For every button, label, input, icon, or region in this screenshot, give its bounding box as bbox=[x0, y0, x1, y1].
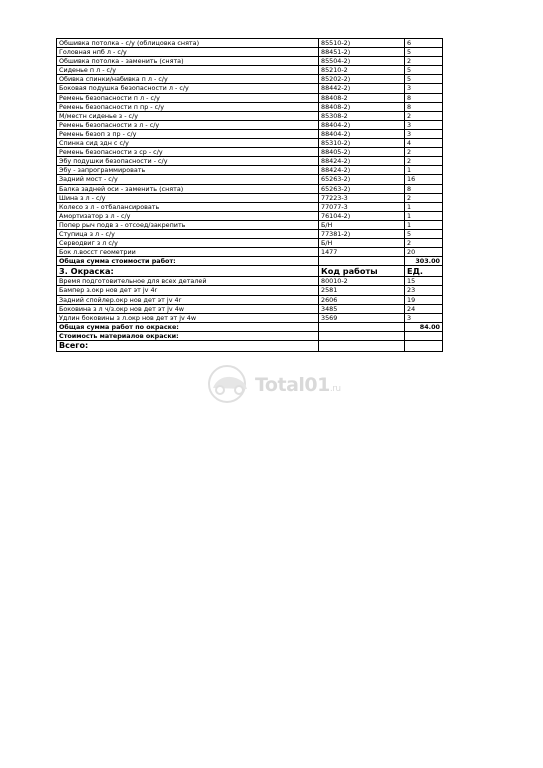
part-code: 88424-2) bbox=[319, 166, 405, 175]
part-name: Спинка сид здн с с/у bbox=[57, 139, 319, 148]
paint-code: 2606 bbox=[319, 295, 405, 304]
part-code: 85504-2) bbox=[319, 57, 405, 66]
grand-total-value bbox=[405, 341, 443, 352]
estimate-table bbox=[56, 38, 443, 352]
part-code: 85310-2) bbox=[319, 139, 405, 148]
part-row bbox=[57, 148, 443, 157]
paint-qty: 23 bbox=[405, 286, 443, 295]
works-total-label: Общая сумма стоимости работ: bbox=[57, 257, 319, 266]
part-name: Обшивка потолка - с/у (облицовка снята) bbox=[57, 39, 319, 48]
paint-row bbox=[57, 295, 443, 304]
part-row bbox=[57, 139, 443, 148]
paint-total-row bbox=[57, 322, 443, 331]
paint-name: Боковина з л ч/з.окр нов дет эт jv 4w bbox=[57, 304, 319, 313]
paint-code: 80010-2 bbox=[319, 277, 405, 286]
paint-materials-row bbox=[57, 331, 443, 340]
part-row bbox=[57, 175, 443, 184]
watermark-text bbox=[255, 374, 341, 396]
paint-materials-label: Стоимость материалов окраски: bbox=[57, 331, 319, 340]
paint-qty: 15 bbox=[405, 277, 443, 286]
paint-name: Удлин боковины з л.окр нов дет эт jv 4w bbox=[57, 313, 319, 322]
part-qty: 20 bbox=[405, 248, 443, 257]
paint-header-row bbox=[57, 266, 443, 277]
part-name: Попер рыч подв з - отсоед/закрепить bbox=[57, 220, 319, 229]
paint-materials-value bbox=[405, 331, 443, 340]
paint-row bbox=[57, 277, 443, 286]
part-code: Б/Н bbox=[319, 220, 405, 229]
part-row bbox=[57, 202, 443, 211]
part-qty: 1 bbox=[405, 202, 443, 211]
part-name: Обшивка потолка - заменить (снята) bbox=[57, 57, 319, 66]
part-qty: 3 bbox=[405, 120, 443, 129]
part-code: 65263-2) bbox=[319, 175, 405, 184]
paint-name: Время подготовительное для всех деталей bbox=[57, 277, 319, 286]
parts-section bbox=[57, 39, 443, 257]
paint-qty-header: ЕД. bbox=[405, 266, 443, 277]
part-code: 88405-2) bbox=[319, 148, 405, 157]
works-total-row bbox=[57, 257, 443, 266]
part-row bbox=[57, 129, 443, 138]
part-code: 88442-2) bbox=[319, 84, 405, 93]
site-watermark bbox=[205, 362, 380, 406]
part-code: 85510-2) bbox=[319, 39, 405, 48]
part-row bbox=[57, 211, 443, 220]
part-name: Серводвиг з л с/у bbox=[57, 239, 319, 248]
part-code: 85308-2 bbox=[319, 111, 405, 120]
part-name: Обивка спинки/набивка п л - с/у bbox=[57, 75, 319, 84]
paint-name: Бампер з.окр нов дет эт jv 4r bbox=[57, 286, 319, 295]
part-qty: 1 bbox=[405, 220, 443, 229]
part-row bbox=[57, 75, 443, 84]
part-code: 88408-2 bbox=[319, 93, 405, 102]
part-name: Ремень безопасности п пр - с/у bbox=[57, 102, 319, 111]
paint-row bbox=[57, 313, 443, 322]
part-qty: 8 bbox=[405, 184, 443, 193]
watermark-brand: Total01 bbox=[255, 374, 330, 396]
part-code: 88404-2) bbox=[319, 129, 405, 138]
grand-total-blank bbox=[319, 341, 405, 352]
part-code: 88451-2) bbox=[319, 48, 405, 57]
part-code: Б/Н bbox=[319, 239, 405, 248]
paint-code: 2581 bbox=[319, 286, 405, 295]
part-qty: 2 bbox=[405, 239, 443, 248]
part-name: Колесо з л - отбалансировать bbox=[57, 202, 319, 211]
part-row bbox=[57, 66, 443, 75]
works-total-section bbox=[57, 257, 443, 277]
part-row bbox=[57, 57, 443, 66]
part-row bbox=[57, 120, 443, 129]
part-qty: 5 bbox=[405, 66, 443, 75]
part-qty: 3 bbox=[405, 129, 443, 138]
part-name: Задний мост - с/у bbox=[57, 175, 319, 184]
part-qty: 1 bbox=[405, 166, 443, 175]
part-name: Шина з л - с/у bbox=[57, 193, 319, 202]
part-row bbox=[57, 111, 443, 120]
part-qty: 4 bbox=[405, 139, 443, 148]
part-qty: 2 bbox=[405, 57, 443, 66]
part-name: Головная нпб л - с/у bbox=[57, 48, 319, 57]
totals-section bbox=[57, 322, 443, 351]
part-code: 88424-2) bbox=[319, 157, 405, 166]
part-row bbox=[57, 184, 443, 193]
part-name: Сиденье п л - с/у bbox=[57, 66, 319, 75]
part-qty: 3 bbox=[405, 84, 443, 93]
part-name: Амортизатор з л - с/у bbox=[57, 211, 319, 220]
part-name: Бок л.восст геометрии bbox=[57, 248, 319, 257]
part-code: 77381-2) bbox=[319, 229, 405, 238]
watermark-domain: .ru bbox=[329, 384, 341, 394]
part-row bbox=[57, 229, 443, 238]
part-code: 77223-3 bbox=[319, 193, 405, 202]
paint-total-label: Общая сумма работ по окраске: bbox=[57, 322, 319, 331]
part-row bbox=[57, 239, 443, 248]
part-row bbox=[57, 248, 443, 257]
part-qty: 16 bbox=[405, 175, 443, 184]
part-code: 1477 bbox=[319, 248, 405, 257]
part-row bbox=[57, 220, 443, 229]
part-name: Ремень безопасности з ср - с/у bbox=[57, 148, 319, 157]
part-row bbox=[57, 193, 443, 202]
paint-row bbox=[57, 286, 443, 295]
part-code: 85210-2 bbox=[319, 66, 405, 75]
part-row bbox=[57, 39, 443, 48]
part-qty: 8 bbox=[405, 93, 443, 102]
part-qty: 2 bbox=[405, 111, 443, 120]
paint-section bbox=[57, 277, 443, 322]
part-qty: 2 bbox=[405, 157, 443, 166]
part-qty: 5 bbox=[405, 48, 443, 57]
part-qty: 5 bbox=[405, 229, 443, 238]
part-code: 65263-2) bbox=[319, 184, 405, 193]
paint-qty: 19 bbox=[405, 295, 443, 304]
part-code: 76104-2) bbox=[319, 211, 405, 220]
part-row bbox=[57, 157, 443, 166]
paint-materials-blank bbox=[319, 331, 405, 340]
part-name: Ремень безопасности з л - с/у bbox=[57, 120, 319, 129]
paint-qty: 24 bbox=[405, 304, 443, 313]
paint-name: Задний спойлер.окр нов дет эт jv 4r bbox=[57, 295, 319, 304]
paint-code: 3485 bbox=[319, 304, 405, 313]
paint-code: 3569 bbox=[319, 313, 405, 322]
part-qty: 2 bbox=[405, 148, 443, 157]
part-row bbox=[57, 84, 443, 93]
part-row bbox=[57, 93, 443, 102]
part-name: Ремень безоп з пр - с/у bbox=[57, 129, 319, 138]
part-code: 88404-2) bbox=[319, 120, 405, 129]
part-name: Балка задней оси - заменить (снята) bbox=[57, 184, 319, 193]
part-row bbox=[57, 102, 443, 111]
part-qty: 2 bbox=[405, 193, 443, 202]
part-code: 88408-2) bbox=[319, 102, 405, 111]
works-total-blank bbox=[319, 257, 405, 266]
part-code: 77077-3 bbox=[319, 202, 405, 211]
part-qty: 5 bbox=[405, 75, 443, 84]
paint-qty: 3 bbox=[405, 313, 443, 322]
part-qty: 6 bbox=[405, 39, 443, 48]
paint-section-title: 3. Окраска: bbox=[57, 266, 319, 277]
grand-total-label: Всего: bbox=[57, 341, 319, 352]
part-name: Ступица з л - с/у bbox=[57, 229, 319, 238]
part-name: Боковая подушка безопасности л - с/у bbox=[57, 84, 319, 93]
paint-code-header: Код работы bbox=[319, 266, 405, 277]
paint-total-blank bbox=[319, 322, 405, 331]
part-name: М/местн сиденье з - с/у bbox=[57, 111, 319, 120]
part-name: Эбу - запрограммировать bbox=[57, 166, 319, 175]
part-code: 85202-2) bbox=[319, 75, 405, 84]
part-qty: 8 bbox=[405, 102, 443, 111]
part-row bbox=[57, 48, 443, 57]
works-total-value: 303.00 bbox=[405, 257, 443, 266]
part-name: Ремень безопасности п л - с/у bbox=[57, 93, 319, 102]
paint-total-value: 84.00 bbox=[405, 322, 443, 331]
part-name: Эбу подушки безопасности - с/у bbox=[57, 157, 319, 166]
grand-total-row bbox=[57, 341, 443, 352]
car-logo-icon bbox=[205, 362, 253, 406]
part-qty: 1 bbox=[405, 211, 443, 220]
part-row bbox=[57, 166, 443, 175]
paint-row bbox=[57, 304, 443, 313]
